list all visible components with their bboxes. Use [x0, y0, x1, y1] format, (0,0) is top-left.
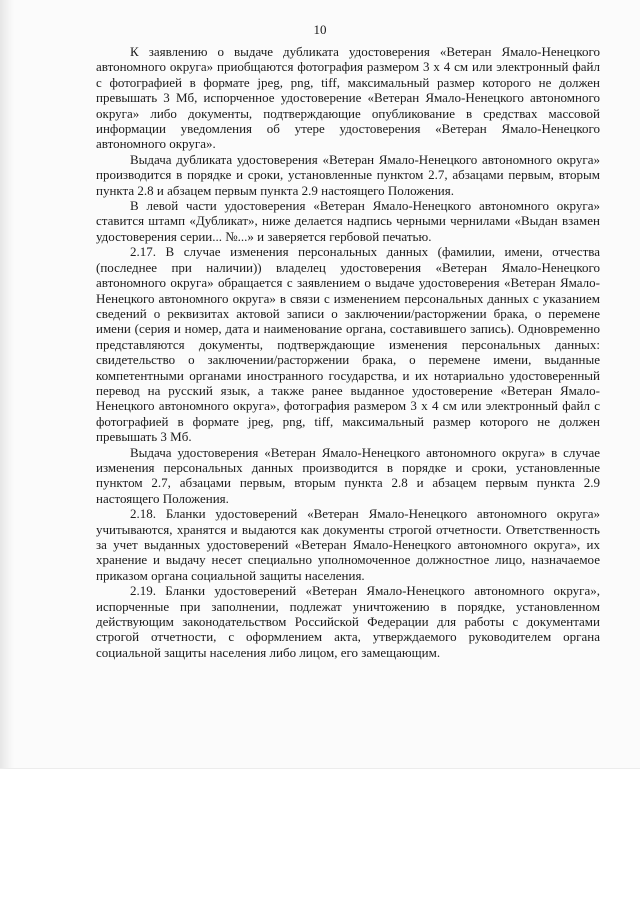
- paragraph-2-19: 2.19. Бланки удостоверений «Ветеран Ямало-Ненецкого автономного округа», испорченные при заполнении, подлежат уничтожению в порядке, установленном действующим законодательством Российской Федерации для работы с документами строгой отчетности, с оформлением акта, утверждаемого руководителем органа социальной защиты населения либо лицом, его замещающим.: [96, 583, 600, 660]
- paragraph-duplicate-attachments: К заявлению о выдаче дубликата удостоверения «Ветеран Ямало-Ненецкого автономного округа» приобщаются фотография размером 3 х 4 см или электронный файл с фотографией в формате jpeg, png, tiff, максимальный размер которого не должен превышать 3 Мб, испорченное удостоверение «Ветеран Ямало-Ненецкого автономного округа» либо документы, подтверждающие опубликование в средствах массовой информации уведомления об утере удостоверения «Ветеран Ямало-Ненецкого автономного округа».: [96, 44, 600, 152]
- paragraph-duplicate-issuance: Выдача дубликата удостоверения «Ветеран Ямало-Ненецкого автономного округа» производится в порядке и сроки, установленные пунктом 2.7, абзацами первым, вторым пункта 2.8 и абзацем первым пункта 2.9 настоящего Положения.: [96, 151, 600, 198]
- blank-scan-margin: [0, 768, 640, 906]
- paragraph-2-18: 2.18. Бланки удостоверений «Ветеран Ямало-Ненецкого автономного округа» учитываются, хранятся и выдаются как документы строгой отчетности. Ответственность за учет выданных удостоверений «Ветеран Ямало-Ненецкого автономного округа», их хранение и выдачу несет специально уполномоченное должностное лицо, назначаемое приказом органа социальной защиты населения.: [96, 506, 600, 583]
- paragraph-duplicate-stamp: В левой части удостоверения «Ветеран Ямало-Ненецкого автономного округа» ставится штамп «Дубликат», ниже делается надпись черными чернилами «Выдан взамен удостоверения серии... №...» и заверяется гербовой печатью.: [96, 198, 600, 244]
- document-body: [96, 44, 600, 660]
- paragraph-2-17-issuance: Выдача удостоверения «Ветеран Ямало-Ненецкого автономного округа» в случае изменения персональных данных производится в порядке и сроки, установленные пунктом 2.7, абзацами первым, вторым пункта 2.8 и абзацем первым пункта 2.9 настоящего Положения.: [96, 444, 600, 506]
- page-number: 10: [313, 22, 327, 37]
- paragraph-2-17: 2.17. В случае изменения персональных данных (фамилии, имени, отчества (последнее при наличии)) владелец удостоверения «Ветеран Ямало-Ненецкого автономного округа» обращается с заявлением о выдаче удостоверения «Ветеран Ямало-Ненецкого автономного округа» в связи с изменением персональных данных с указанием сведений о реквизитах актовой записи о заключении/расторжении брака, о перемене имени (серия и номер, дата и наименование органа, составившего запись). Одновременно представляются документы, подтверждающие изменения персональных данных: свидетельство о заключении/расторжении брака, о перемене имени, выданные компетентными органами иностранного государства, и их нотариально удостоверенный перевод на русский язык, а также ранее выданное удостоверение «Ветеран Ямало-Ненецкого автономного округа», фотография размером 3 х 4 см или электронный файл с фотографией в формате jpeg, png, tiff, максимальный размер которого не должен превышать 3 Мб.: [96, 244, 600, 445]
- scan-binding-shadow: [0, 0, 14, 768]
